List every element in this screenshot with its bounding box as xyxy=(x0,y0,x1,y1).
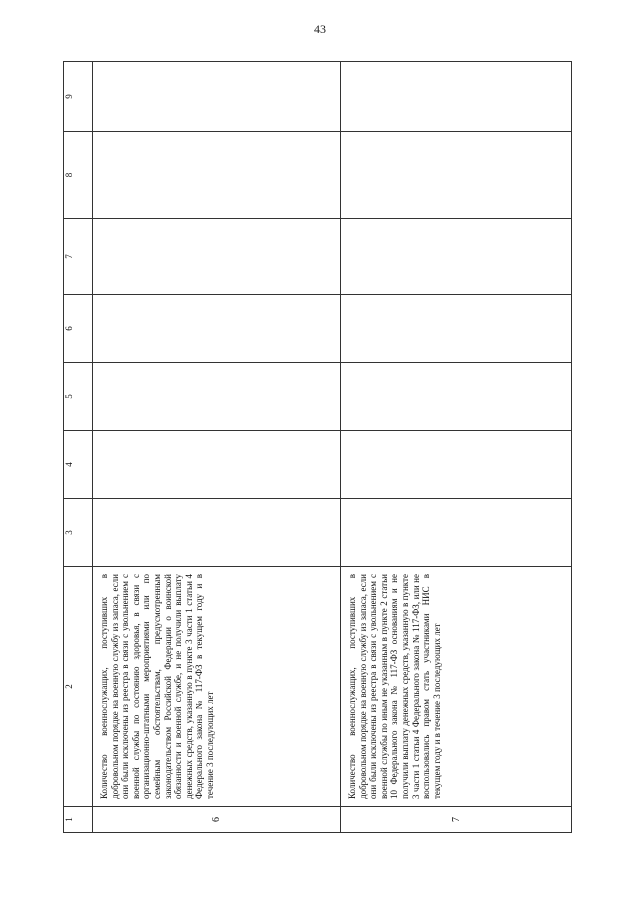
row-description: Количество военнослужащих, поступивших в добровольном порядке на военную службу из запаса, если они были исключены из реестра в связи с увольнением с военной службы по иным не указанным в пункте 2 статьи 10 Федерального закона № 117-ФЗ основаниям и не получили выплату денежных средств, указанную в пункте 3 части 1 статьи 4 Федерального закона № 117-ФЗ, или не воспользовались правом стать участниками НИС в текущем году и в течение 3 последующих лет xyxy=(341,567,572,807)
empty-cell xyxy=(341,499,572,567)
header-cell-2: 2 xyxy=(64,567,93,807)
data-table xyxy=(63,61,572,833)
header-cell-6: 6 xyxy=(64,295,93,363)
empty-cell xyxy=(93,431,341,499)
rotated-table-area xyxy=(63,62,550,833)
header-cell-3: 3 xyxy=(64,499,93,567)
row-number: 6 xyxy=(93,807,341,833)
empty-cell xyxy=(93,219,341,295)
empty-cell xyxy=(341,363,572,431)
header-cell-5: 5 xyxy=(64,363,93,431)
row-number: 7 xyxy=(341,807,572,833)
empty-cell xyxy=(341,219,572,295)
rotated-table xyxy=(63,62,550,833)
empty-cell xyxy=(93,295,341,363)
header-cell-1: 1 xyxy=(64,807,93,833)
header-cell-8: 8 xyxy=(64,132,93,219)
page-number: 43 xyxy=(314,22,326,36)
table-row xyxy=(93,62,341,833)
table-row xyxy=(341,62,572,833)
empty-cell xyxy=(341,132,572,219)
empty-cell xyxy=(93,499,341,567)
header-cell-7: 7 xyxy=(64,219,93,295)
empty-cell xyxy=(341,295,572,363)
empty-cell xyxy=(341,431,572,499)
empty-cell xyxy=(341,62,572,132)
header-cell-4: 4 xyxy=(64,431,93,499)
row-description: Количество военнослужащих, поступивших в добровольном порядке на военную службу из запаса, если они были исключены из реестра в связи с увольнением с военной службы по состоянию здоровья, в связи с организационно-штатными мероприятиями или по семейным обстоятельствам, предусмотренным законодательством Российской Федерации о воинской обязанности и военной службе, и не получили выплату денежных средств, указанную в пункте 3 части 1 статьи 4 Федерального закона № 117-ФЗ в текущем году и в течение 3 последующих лет xyxy=(93,567,341,807)
header-row xyxy=(64,62,93,833)
empty-cell xyxy=(93,132,341,219)
empty-cell xyxy=(93,62,341,132)
empty-cell xyxy=(93,363,341,431)
header-cell-9: 9 xyxy=(64,62,93,132)
